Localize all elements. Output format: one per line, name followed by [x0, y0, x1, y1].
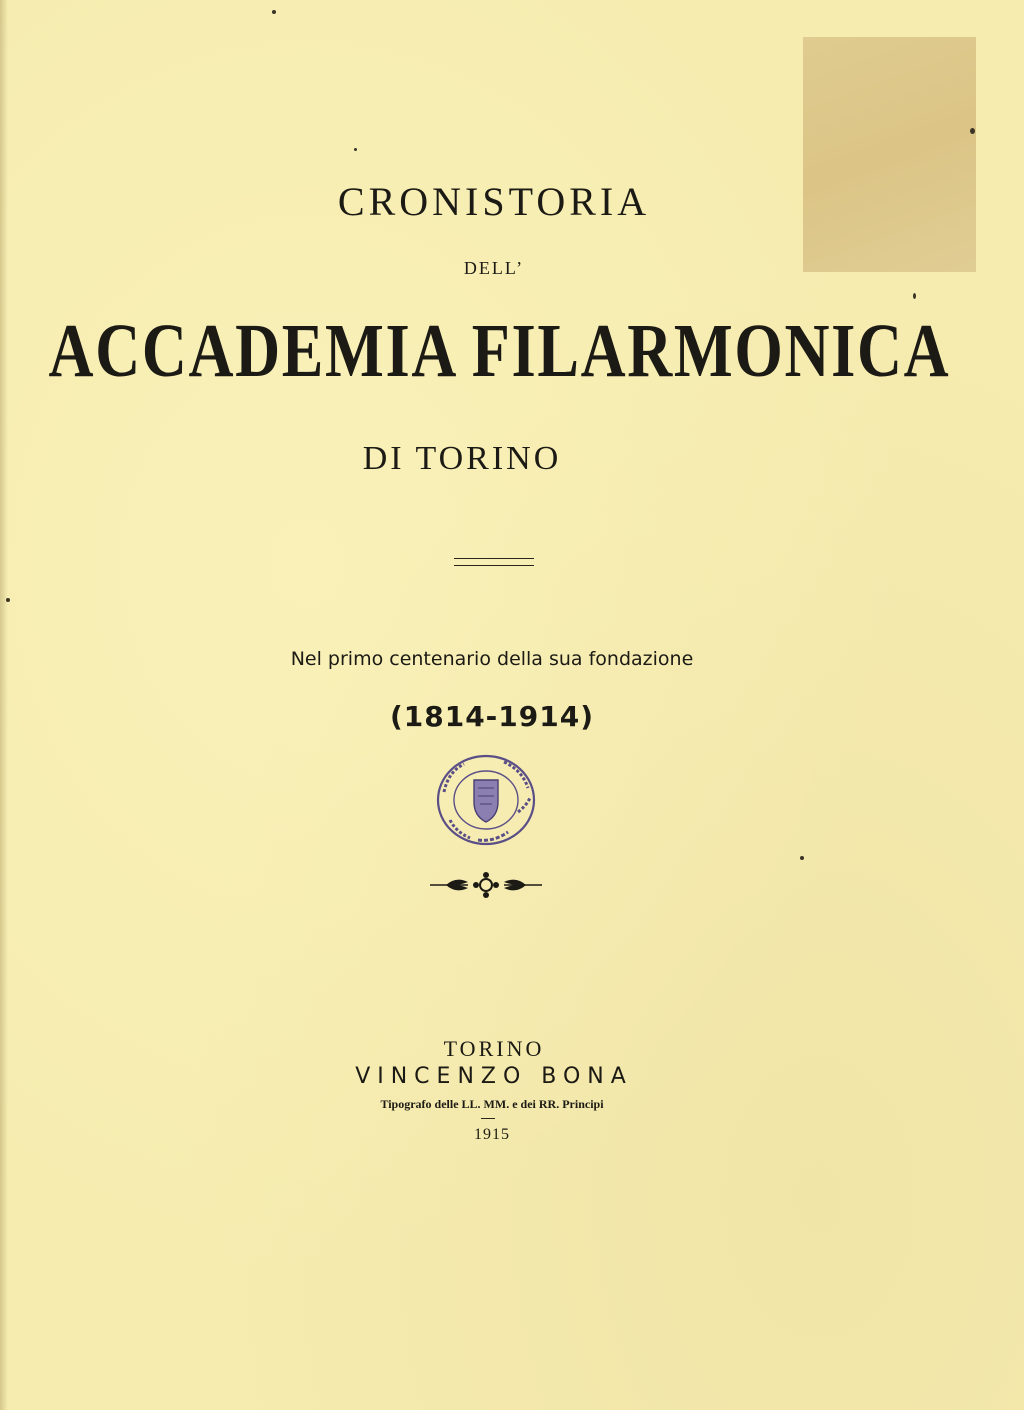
title-line-1: CRONISTORIA [337, 179, 651, 224]
centenary-years: (1814-1914) [389, 700, 595, 733]
paper-stain [803, 37, 976, 272]
double-rule-divider [454, 558, 534, 566]
paper-speck [913, 293, 916, 299]
title-line-3: ACCADEMIA FILARMONICA [48, 309, 951, 393]
imprint-publisher: VINCENZO BONA [355, 1064, 633, 1089]
imprint-printer-note: Tipografo delle LL. MM. e dei RR. Principi [380, 1097, 604, 1111]
short-rule-divider [481, 1118, 495, 1119]
title-line-4: DI TORINO [362, 440, 562, 477]
subtitle: Nel primo centenario della sua fondazione [290, 648, 694, 670]
imprint-year: 1915 [474, 1126, 510, 1143]
paper-speck [354, 148, 357, 151]
paper-speck [6, 598, 10, 602]
floral-ornament-icon [428, 870, 544, 900]
library-stamp-icon [434, 752, 538, 848]
paper-speck [800, 856, 804, 860]
title-line-2: DELL’ [463, 258, 525, 278]
paper-speck [272, 10, 276, 14]
imprint-city: TORINO [443, 1036, 545, 1061]
paper-speck [970, 128, 975, 134]
